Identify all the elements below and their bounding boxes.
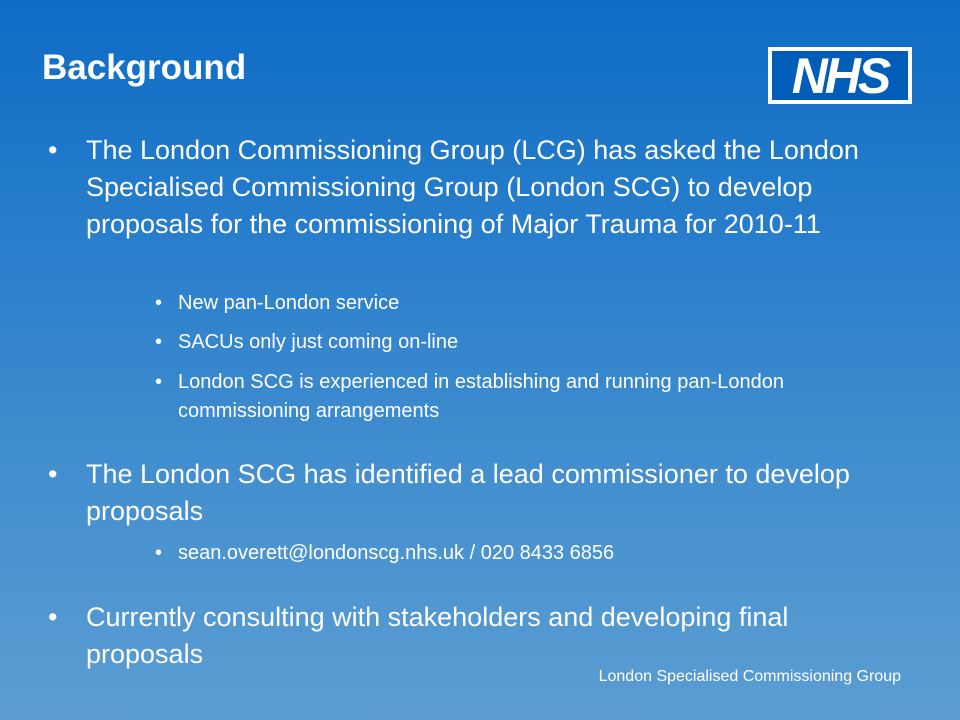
nhs-logo [768, 47, 912, 104]
nhs-logo-text: NHS [772, 51, 908, 100]
slide-title: Background [42, 48, 247, 87]
sub-bullet-experience: • London SCG is experienced in establishing and running pan-London commissioning arrangements [178, 368, 908, 426]
sub-bullet-pan-london-service: • New pan-London service [178, 289, 908, 318]
bullet-lcg-request: • The London Commissioning Group (LCG) has asked the London Specialised Commissioning Group (London SCG) to develop proposals for the commissioning of Major Trauma for 2010-11 [86, 132, 906, 243]
sub-bullet-contact: • sean.overett@londonscg.nhs.uk / 020 8433 6856 [178, 539, 908, 568]
bullet-consulting: • Currently consulting with stakeholders and developing final proposals [86, 599, 906, 673]
bullet-lead-commissioner: • The London SCG has identified a lead commissioner to develop proposals [86, 456, 906, 530]
sub-bullet-sacus: • SACUs only just coming on-line [178, 328, 908, 357]
footer-text: London Specialised Commissioning Group [598, 668, 901, 685]
